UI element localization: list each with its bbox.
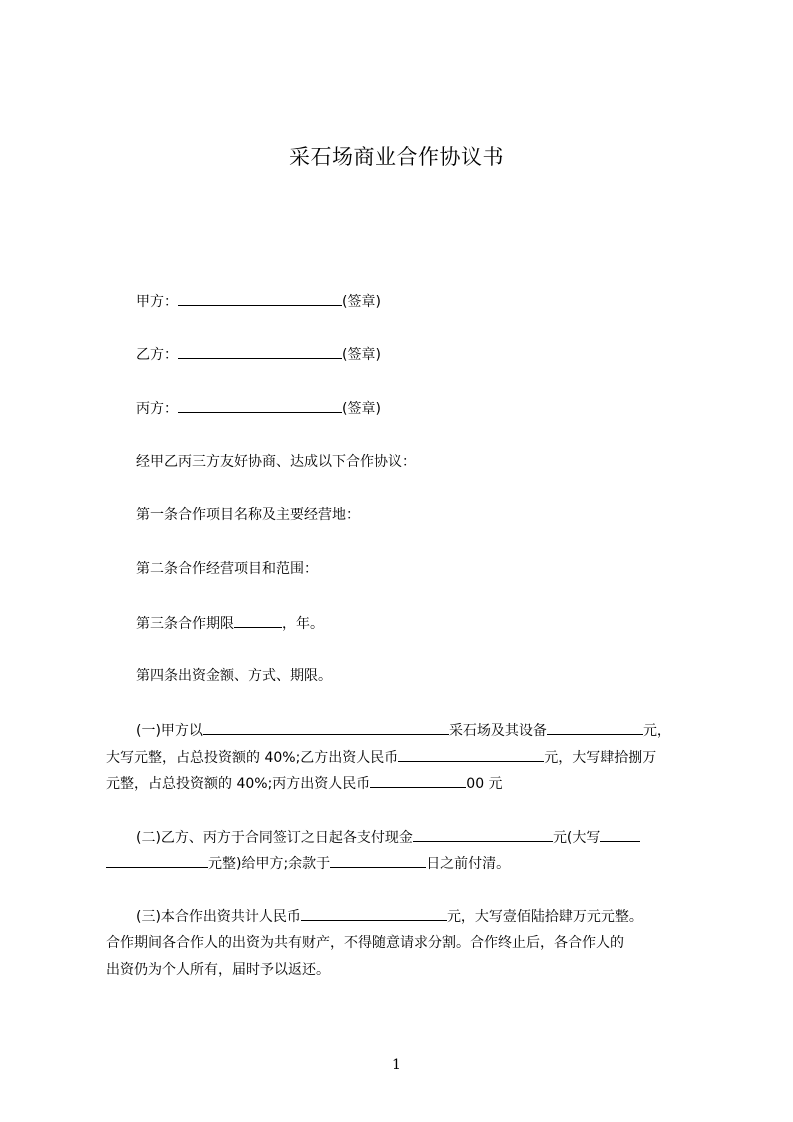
clause-2-l2-mid: 元整)给甲方;余款于 bbox=[208, 856, 331, 872]
clause-1-amount-blank[interactable] bbox=[547, 720, 643, 735]
clause-2-prefix: (二)乙方、丙方于合同签订之日起各支付现金 bbox=[136, 830, 413, 846]
clause-1-b-amount-blank[interactable] bbox=[398, 747, 544, 762]
clause-1-line-3 bbox=[106, 773, 503, 794]
party-b-blank[interactable] bbox=[178, 344, 342, 359]
party-a-seal: (签章) bbox=[342, 294, 381, 310]
clause-2-uppercase-blank-start[interactable] bbox=[600, 827, 640, 842]
party-c-line bbox=[136, 398, 381, 419]
clause-1-l3-prefix: 元整，占总投资额的 40%;丙方出资人民币 bbox=[106, 776, 371, 792]
clause-2-mid: 元(大写 bbox=[552, 830, 601, 846]
clause-2-uppercase-blank-end[interactable] bbox=[106, 853, 208, 868]
clause-3-line-1 bbox=[136, 906, 643, 927]
clause-1-c-amount-blank[interactable] bbox=[370, 773, 466, 788]
clause-2-l2-suffix: 日之前付清。 bbox=[426, 856, 511, 872]
intro-paragraph: 经甲乙丙三方友好协商、达成以下合作协议： bbox=[136, 454, 416, 470]
party-b-seal: (签章) bbox=[342, 347, 381, 363]
article-2: 第二条合作经营项目和范围： bbox=[136, 561, 318, 577]
party-b-label: 乙方： bbox=[136, 347, 178, 363]
clause-2-line-1 bbox=[136, 827, 640, 848]
clause-1-l2-prefix: 大写元整，占总投资额的 40%;乙方出资人民币 bbox=[106, 750, 399, 766]
clause-1-mid: 采石场及其设备 bbox=[448, 723, 547, 739]
party-a-label: 甲方： bbox=[136, 294, 178, 310]
party-c-label: 丙方： bbox=[136, 401, 178, 417]
clause-3-total-blank[interactable] bbox=[301, 906, 447, 921]
clause-1-line-1 bbox=[136, 720, 671, 741]
clause-3-line-2: 合作期间各合作人的出资为共有财产，不得随意请求分割。合作终止后，各合作人的 bbox=[106, 935, 624, 951]
party-c-seal: (签章) bbox=[342, 401, 381, 417]
clause-2-cash-blank[interactable] bbox=[413, 827, 553, 842]
article-1: 第一条合作项目名称及主要经营地： bbox=[136, 507, 360, 523]
clause-1-property-blank[interactable] bbox=[203, 720, 449, 735]
page-number: 1 bbox=[392, 1057, 401, 1073]
clause-3-prefix: (三)本合作出资共计人民币 bbox=[136, 909, 301, 925]
clause-2-due-date-blank[interactable] bbox=[330, 853, 426, 868]
document-title: 采石场商业合作协议书 bbox=[289, 145, 504, 169]
clause-2-line-2 bbox=[106, 853, 510, 874]
party-c-blank[interactable] bbox=[178, 398, 342, 413]
clause-3-suffix: 元，大写壹佰陆拾肆万元元整。 bbox=[446, 909, 643, 925]
clause-1-prefix: (一)甲方以 bbox=[136, 723, 203, 739]
clause-1-suffix: 元， bbox=[642, 723, 671, 739]
party-a-blank[interactable] bbox=[178, 291, 342, 306]
party-b-line bbox=[136, 344, 381, 365]
term-blank[interactable] bbox=[234, 613, 282, 628]
article-3-prefix: 第三条合作期限 bbox=[136, 616, 234, 632]
clause-1-l3-suffix: 00 元 bbox=[466, 776, 503, 792]
article-3-suffix: ，年。 bbox=[282, 616, 324, 632]
article-4: 第四条出资金额、方式、期限。 bbox=[136, 668, 332, 684]
party-a-line bbox=[136, 291, 381, 312]
clause-1-line-2 bbox=[106, 747, 656, 768]
clause-1-l2-suffix: 元，大写肆拾捌万 bbox=[544, 750, 657, 766]
article-3 bbox=[136, 613, 324, 634]
clause-3-line-3: 出资仍为个人所有，届时予以返还。 bbox=[106, 962, 330, 978]
